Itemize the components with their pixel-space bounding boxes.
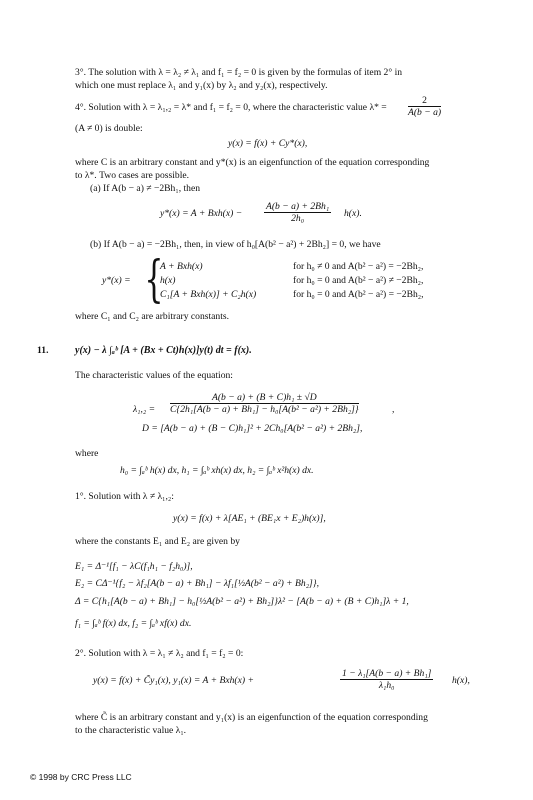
text-line: which one must replace λ₁ and y₁(x) by λ₂ and y₂(x), respectively. [75,80,328,91]
text-line: where C is an arbitrary constant and y*(x) is an eigenfunction of the equation corresponding [75,157,430,168]
text-line: where C₁ and C₂ are arbitrary constants. [75,311,230,322]
case-expression: h(x) [160,275,176,286]
fraction-denominator: C{2h₁[A(b − a) + Bh₁] − h₀[A(b² − a²) + 2Bh₂]} [170,404,359,415]
equation: y(x) = f(x) + λ[AE₁ + (BE₁x + E₂)h(x)], [173,513,326,524]
case-expression: A + Bxh(x) [160,261,203,272]
text-line: 4°. Solution with λ = λ₁,₂ = λ* and f₁ = f₂ = 0, where the characteristic value λ* = [75,102,387,113]
text-line: to the characteristic value λ₁. [75,725,187,736]
fraction-denominator: A(b − a) [408,107,442,118]
equation: y*(x) = A + Bxh(x) − [160,208,243,219]
fraction [340,668,433,691]
equation: Δ = C{h₁[A(b − a) + Bh₁] − h₀[½A(b² − a²) + Bh₂]}λ² − [A(b − a) + (B + C)h₁]λ + 1, [75,596,409,607]
equation: , [392,404,395,415]
fraction-numerator: 1 − λ₁[A(b − a) + Bh₁] [342,668,432,679]
fraction-numerator: A(b − a) + 2Bh₁ [266,201,330,212]
text-line: (b) If A(b − a) = −2Bh₁, then, in view of h₀[A(b² − a²) + 2Bh₂] = 0, we have [90,239,381,250]
text-line: 2°. Solution with λ = λ₁ ≠ λ₂ and f₁ = f₂ = 0: [75,648,244,659]
copyright-footer: © 1998 by CRC Press LLC [30,772,132,782]
equation: D = [A(b − a) + (B − C)h₁]² + 2Ch₀[A(b² − a²) + 2Bh₂], [142,423,363,434]
equation: E₂ = CΔ⁻¹{f₂ − λf₂[A(b − a) + Bh₁] − λf₁[½A(b² − a²) + Bh₂]}, [75,578,319,589]
equation: λ₁,₂ = [133,404,156,415]
fraction [408,95,441,118]
equation: y(x) = f(x) + C̃y₁(x), y₁(x) = A + Bxh(x) + [93,675,254,686]
text-line: where [75,448,99,459]
item-equation: y(x) − λ ∫ₐᵇ [A + (Bx + Ct)h(x)]y(t) dt = f(x). [75,345,252,356]
fraction-denominator: λ₁h₀ [378,680,395,691]
case-expression: C₁[A + Bxh(x)] + C₂h(x) [160,289,257,300]
equation: y*(x) = [102,275,131,286]
text-line: (A ≠ 0) is double: [75,123,143,134]
left-brace: { [144,250,164,308]
case-condition: for h₀ ≠ 0 and A(b² − a²) = −2Bh₂, [293,261,424,272]
fraction-numerator: A(b − a) + (B + C)h₁ ± √D [170,392,359,404]
fraction-denominator: 2h₀ [291,213,305,224]
case-condition: for h₀ = 0 and A(b² − a²) = −2Bh₂, [293,289,424,300]
text-line: where the constants E₁ and E₂ are given by [75,536,240,547]
equation: h₀ = ∫ₐᵇ h(x) dx, h₁ = ∫ₐᵇ xh(x) dx, h₂ = ∫ₐᵇ x²h(x) dx. [120,465,314,476]
fraction [264,201,331,224]
equation: h(x), [452,675,470,686]
equation: f₁ = ∫ₐᵇ f(x) dx, f₂ = ∫ₐᵇ xf(x) dx. [75,618,192,629]
text-line: (a) If A(b − a) ≠ −2Bh₁, then [90,183,201,194]
text-line: 3°. The solution with λ = λ₂ ≠ λ₁ and f₁ = f₂ = 0 is given by the formulas of item 2° in [75,67,403,78]
equation: E₁ = Δ⁻¹[f₁ − λC(f₁h₁ − f₂h₀)], [75,561,193,572]
text-line: where C̃ is an arbitrary constant and y₁(x) is an eigenfunction of the equation corresponding [75,712,428,723]
fraction [170,392,359,415]
text-line: 1°. Solution with λ ≠ λ₁,₂: [75,491,174,502]
equation: y(x) = f(x) + Cy*(x), [228,138,308,149]
text-line: to λ*. Two cases are possible. [75,170,190,181]
item-number: 11. [37,345,49,356]
case-condition: for h₀ = 0 and A(b² − a²) ≠ −2Bh₂, [293,275,424,286]
equation: h(x). [344,208,362,219]
fraction-numerator: 2 [408,95,441,107]
text-line: The characteristic values of the equation: [75,370,233,381]
